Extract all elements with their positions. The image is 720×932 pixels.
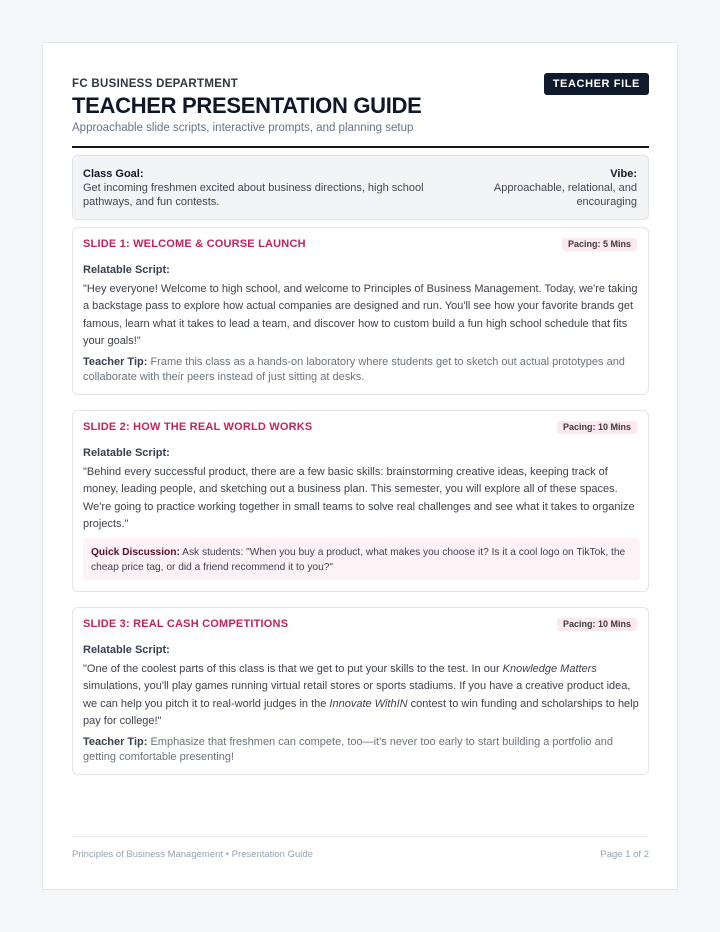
script-part: simulations, you'll play games running virtual retail stores or sports stadiums. If you have a creative product idea, we can help you pitch it to real-world judges in the	[83, 680, 631, 710]
pacing-badge: Pacing: 10 Mins	[557, 618, 637, 631]
vibe-label: Vibe:	[610, 168, 637, 180]
slide-script	[83, 661, 640, 730]
page-number: Page 1 of 2	[600, 849, 649, 860]
innovate-within-title: Innovate WithIN	[329, 697, 408, 710]
slide-title: SLIDE 3: REAL CASH COMPETITIONS	[83, 618, 289, 630]
quick-discussion	[83, 538, 640, 580]
slide-card-2	[72, 410, 649, 592]
teacher-tip-label: Teacher Tip:	[83, 356, 148, 368]
discussion-label: Quick Discussion:	[91, 547, 180, 558]
class-overview-box	[72, 155, 649, 220]
class-goal-text: Get incoming freshmen excited about business directions, high school pathways, and fun contests.	[83, 182, 424, 208]
teacher-tip	[83, 355, 640, 384]
script-label: Relatable Script:	[83, 264, 170, 276]
script-label: Relatable Script:	[83, 447, 170, 459]
slide-script: "Hey everyone! Welcome to high school, and welcome to Principles of Business Management. Today, we're taking a backstage pass to explore how actual companies are designed and run. You'll see how your favorite brands get famous, learn what it takes to lead a team, and discover how to custom build a fun high school schedule that fits your goals!"	[83, 283, 638, 347]
document-page	[42, 42, 678, 890]
page-subtitle: Approachable slide scripts, interactive prompts, and planning setup	[72, 122, 414, 134]
teacher-tip-text: Frame this class as a hands-on laboratory where students get to sketch out actual prototypes and collaborate with their peers instead of just sitting at desks.	[83, 356, 625, 383]
vibe-text: Approachable, relational, and encouraging	[493, 182, 637, 208]
teacher-tip	[83, 735, 640, 764]
discussion-text: Ask students: "When you buy a product, what makes you choose it? Is it a cool logo on TikTok, the cheap price tag, or did a friend recommend it to you?"	[91, 547, 626, 573]
slide-card-3	[72, 607, 649, 775]
pacing-badge: Pacing: 5 Mins	[562, 238, 637, 251]
page-title: TEACHER PRESENTATION GUIDE	[72, 93, 422, 118]
knowledge-matters-title: Knowledge Matters	[502, 663, 597, 675]
teacher-file-badge: TEACHER FILE	[544, 73, 649, 95]
slide-script: "Behind every successful product, there are a few basic skills: brainstorming creative ideas, keeping track of money, leading people, and sketching out a business plan. This semester, you will explore all of these spaces. We're going to practice working together in small teams to solve real challenges and see what it takes to organize projects."	[83, 466, 635, 530]
slide-card-1	[72, 227, 649, 395]
class-goal	[83, 167, 453, 209]
class-goal-label: Class Goal:	[83, 168, 144, 180]
script-label: Relatable Script:	[83, 644, 170, 656]
pacing-badge: Pacing: 10 Mins	[557, 421, 637, 434]
script-part: contest to win funding and scholarships to help pay for college!"	[83, 697, 639, 727]
script-part: "One of the coolest parts of this class is that we get to put your skills to the test. In our	[83, 663, 503, 675]
teacher-tip-label: Teacher Tip:	[83, 736, 148, 748]
class-vibe	[457, 167, 637, 209]
page-footer	[72, 836, 649, 866]
footer-course-name: Principles of Business Management • Presentation Guide	[72, 849, 313, 860]
teacher-tip-text: Emphasize that freshmen can compete, too—it's never too early to start building a portfolio and getting comfortable presenting!	[83, 736, 613, 763]
document-header	[72, 73, 649, 148]
slide-title: SLIDE 1: WELCOME & COURSE LAUNCH	[83, 238, 306, 250]
department-label: FC BUSINESS DEPARTMENT	[72, 78, 239, 90]
slide-title: SLIDE 2: HOW THE REAL WORLD WORKS	[83, 421, 313, 433]
